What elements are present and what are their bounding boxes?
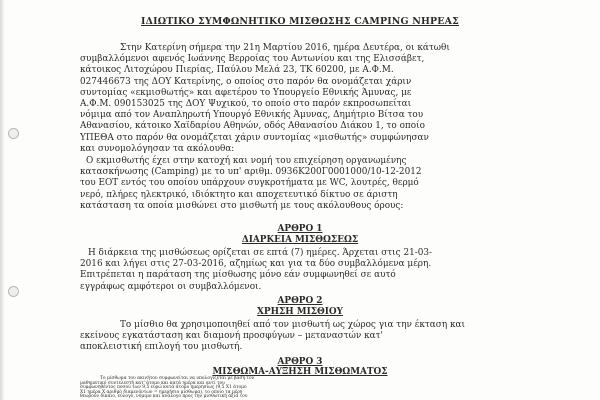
text-line: Η διάρκεια της μισθώσεως ορίζεται σε επτά (7) ημέρες. Άρχεται στις 21-03-: [88, 248, 433, 258]
article-name: ΔΙΑΡΚΕΙΑ ΜΙΣΘΩΣΕΩΣ: [241, 235, 359, 245]
article-3-body: [80, 377, 530, 400]
article-name: ΜΙΣΘΩΜΑ-ΑΥΞΗΣΗ ΜΙΣΘΩΜΑΤΟΣ: [212, 366, 388, 377]
article-number: ΑΡΘΡΟ 1: [277, 224, 323, 234]
article-name: ΧΡΗΣΗ ΜΙΣΘΙΟΥ: [257, 307, 343, 317]
text-line: νόμιμα από τον Αναπληρωτή Υπουργό Εθνικής Άμυνας, Δημήτριο Βίτσα του: [80, 110, 424, 121]
text-line: συμφωνηθέντος ποσού των 9,5 ευρώ κατά άτομο ημερησίως (9,5 Χ1 άτομο: [80, 385, 247, 391]
text-line: του ΕΟΤ εντός του οποίου υπάρχουν συγκροτήματα με WC, λουτρές, θερμό: [80, 178, 419, 189]
punch-hole-mark: [8, 286, 19, 297]
intro-paragraph: [80, 43, 530, 155]
text-line: και συνομολόγησαν τα ακόλουθα:: [80, 143, 235, 154]
article-number: ΑΡΘΡΟ 2: [277, 296, 323, 306]
text-line: Ο εκμισθωτής έχει στην κατοχή και νομή του επιχείρηση οργανωμένης: [86, 156, 407, 166]
article-2-body: [80, 320, 530, 354]
scan-edge-shadow: [0, 0, 5, 400]
text-line: Α.Φ.Μ. 090153025 της ΔΟΥ Ψυχικού, το οποίο στο παρόν εκπροσωπείται: [80, 98, 412, 109]
text-line: αποκλειστική επιλογή του μισθωτή.: [80, 342, 243, 353]
text-line: κατάσταση τα οποία μισθώνει στο μισθωτή με τους ακόλουθους όρους:: [80, 200, 404, 211]
punch-hole-mark: [8, 128, 19, 139]
text-line: νερό, πλήρες ηλεκτρικό, ιδιόκτητο και αποχετευτικό δίκτυο σε άριστη: [80, 189, 398, 200]
text-line: συντομίας «εκμισθωτής» και αφετέρου το Υπουργείο Εθνικής Άμυνας, με: [80, 87, 412, 98]
text-line: θεωρούν δίκαιο, εύλογο, νόμιμο και ανάλογο προς την μισθωτική αξία του: [80, 394, 248, 400]
article-number: ΑΡΘΡΟ 3: [277, 357, 323, 367]
text-line: 2016 και λήγει στις 27-03-2016, αζημίως και για τα δύο συμβαλλόμενα μέρη.: [80, 259, 432, 270]
premises-paragraph: [80, 156, 530, 212]
text-line: συμβαλλόμενοι αφενός Ιωάννης Βερροίας του Αντωνίου και της Ελισσάβετ,: [80, 54, 425, 65]
text-line: μαθηματικό συντελεστή κατ' άτομο και κατά ημέρα και αντί του: [80, 380, 225, 386]
text-line: Αθανασίου, κάτοικο Χαϊδαρίου Αθηνών, οδός Αθανασίου Διάκου 1, το οποίο: [80, 121, 425, 132]
article-2-heading: [150, 296, 450, 318]
text-line: κατασκήνωσης (Camping) με το υπ' αριθμ. 0936K200Γ0001000/10-12-2012: [80, 167, 422, 178]
text-line: εγγράφως αμφότεροι οι συμβαλλόμενοι.: [80, 281, 262, 292]
article-1-body: [80, 248, 530, 293]
text-line: Χ1 ημέρα Χ αριθμό διαμενόντων = ημερήσιο μίσθωμα), το οποίο τα μέρη: [80, 389, 243, 395]
text-line: εκείνους εγκατάσταση και διαμονή προσφύγων – μεταναστών κατ': [80, 331, 383, 342]
article-1-heading: [150, 224, 450, 246]
text-line: κάτοικος Λιτοχώρου Πιερίας, Παύλου Μελά 23, ΤΚ 60200, με Α.Φ.Μ.: [80, 65, 394, 76]
text-line: Επιτρέπεται η παράταση της μίσθωσης μόνο εάν συμφωνηθεί σε αυτό: [80, 270, 396, 281]
document-title: ΙΔΙΩΤΙΚΟ ΣΥΜΦΩΝΗΤΙΚΟ ΜΙΣΘΩΣΗΣ CAMPING ΝΗΡΕΑΣ: [141, 16, 459, 27]
text-line: Στην Κατερίνη σήμερα την 21η Μαρτίου 2016, ημέρα Δευτέρα, οι κάτωθι: [120, 43, 450, 53]
article-3-heading: [150, 358, 450, 377]
text-line: 027446673 της ΔΟΥ Κατερίνης, ο οποίος στο παρόν θα ονομάζεται χάριν: [80, 76, 412, 87]
text-line: Το μίσθωμα του ακινήτου συμφωνείται να υπολογίζεται με βάση τον: [100, 376, 255, 381]
text-line: Το μίσθιο θα χρησιμοποιηθεί από τον μισθωτή ως χώρος για την έκταση και: [120, 320, 466, 330]
text-line: ΥΠΕΘΑ στο παρόν θα ονομάζεται χάριν συντομίας «μισθωτής» συμφώνησαν: [80, 132, 429, 143]
